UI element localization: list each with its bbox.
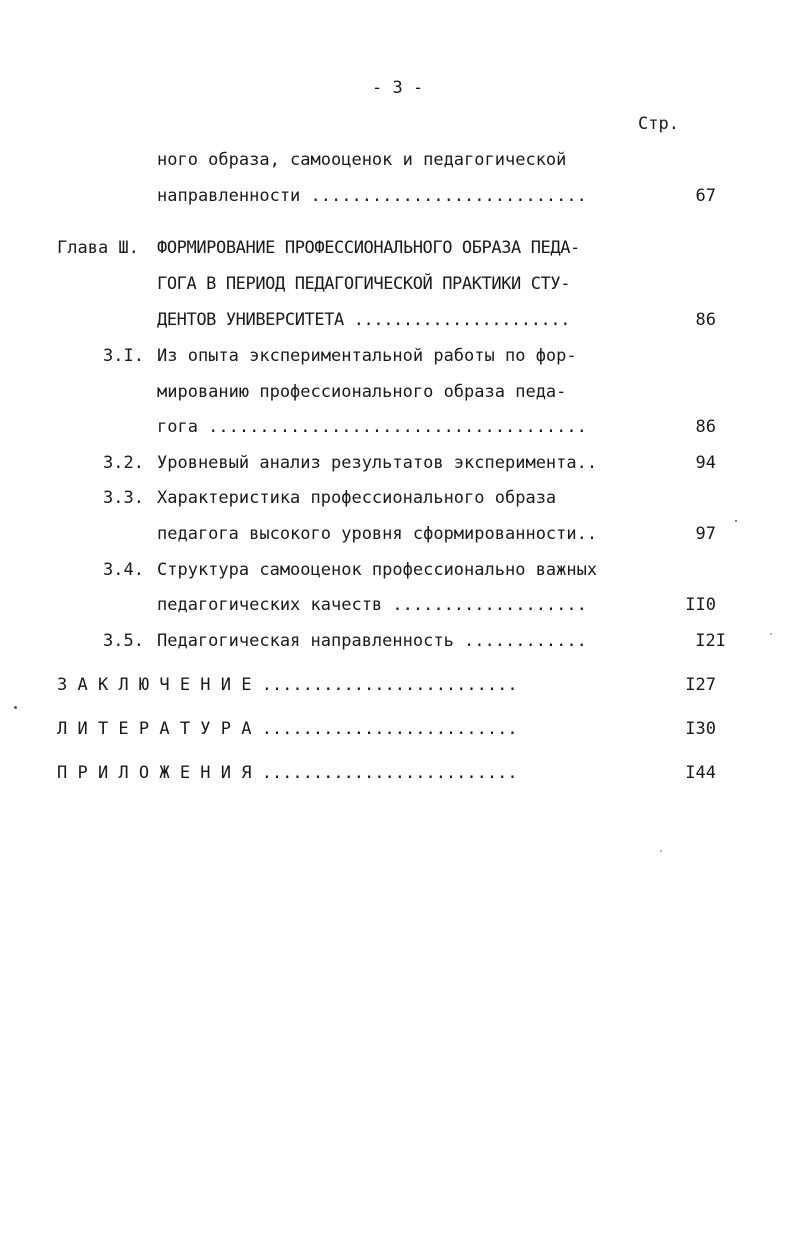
- chapter-label: Глава Ш.: [57, 238, 139, 258]
- entry-title: Л И Т Е Р А Т У Р А .........................: [57, 719, 518, 739]
- entry-title: П Р И Л О Ж Е Н И Я .........................: [57, 763, 518, 783]
- entry-page-number: II0: [685, 595, 716, 615]
- scan-speck: [660, 850, 662, 852]
- chapter-title-line: ГОГА В ПЕРИОД ПЕДАГОГИЧЕСКОЙ ПРАКТИКИ СТУ-: [157, 274, 571, 294]
- section-number: 3.2.: [103, 453, 144, 473]
- section-number: 3.5.: [103, 631, 144, 651]
- entry-page-number: I30: [685, 719, 716, 739]
- section-number: 3.4.: [103, 560, 144, 580]
- entry-text-line: Уровневый анализ результатов эксперимента..: [157, 453, 598, 473]
- entry-page-number: I2I: [695, 631, 726, 651]
- scan-speck: [735, 520, 737, 522]
- entry-page-number: 86: [695, 417, 716, 437]
- scan-speck: [770, 633, 772, 635]
- entry-text-line: Педагогическая направленность ............: [157, 631, 587, 651]
- chapter-title-line: ФОРМИРОВАНИЕ ПРОФЕССИОНАЛЬНОГО ОБРАЗА ПЕДА-: [157, 238, 580, 258]
- entry-title: З А К Л Ю Ч Е Н И Е .........................: [57, 675, 518, 695]
- page-column-label: Стр.: [638, 114, 679, 134]
- entry-text-line: Из опыта экспериментальной работы по фор-: [157, 346, 577, 366]
- scan-speck: [14, 706, 17, 709]
- entry-page-number: 67: [695, 186, 716, 206]
- entry-text-line: педагога высокого уровня сформированности..: [157, 524, 598, 544]
- entry-text-line: мированию профессионального образа педа-: [157, 382, 567, 402]
- entry-page-number: 86: [695, 310, 716, 330]
- entry-text-line: педагогических качеств ...................: [157, 595, 587, 615]
- entry-text-line: Структура самооценок профессионально важных: [157, 560, 598, 580]
- entry-page-number: I44: [685, 763, 716, 783]
- entry-page-number: I27: [685, 675, 716, 695]
- entry-text-line: направленности ...........................: [157, 186, 587, 206]
- page-number: - 3 -: [372, 78, 424, 98]
- entry-text-line: Характеристика профессионального образа: [157, 488, 557, 508]
- section-number: 3.I.: [103, 346, 144, 366]
- entry-text-line: ного образа, самооценок и педагогической: [157, 150, 567, 170]
- entry-page-number: 94: [695, 453, 716, 473]
- entry-page-number: 97: [695, 524, 716, 544]
- entry-text-line: гога .....................................: [157, 417, 587, 437]
- section-number: 3.3.: [103, 488, 144, 508]
- chapter-title-line: ДЕНТОВ УНИВЕРСИТЕТА ......................: [157, 310, 571, 330]
